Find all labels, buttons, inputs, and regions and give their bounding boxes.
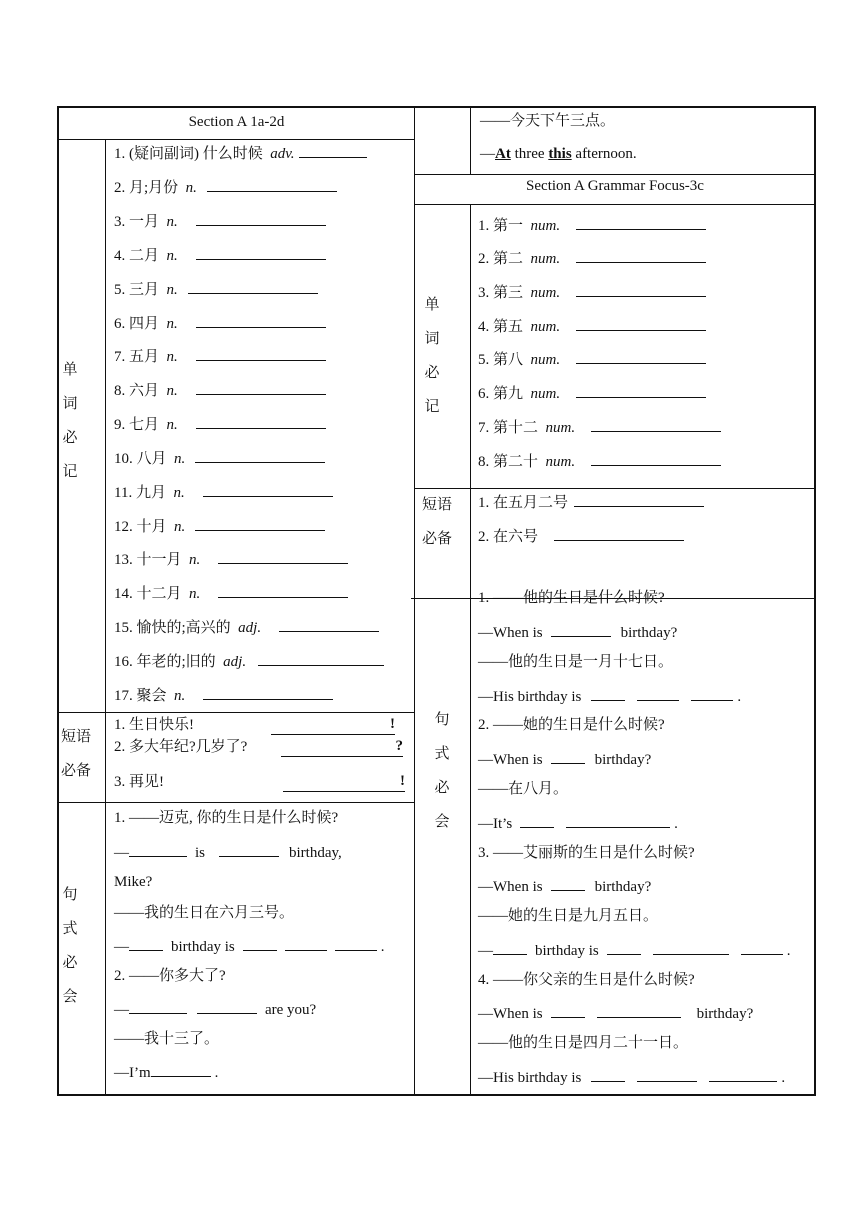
answer-blank[interactable]: [709, 1066, 777, 1082]
answer-blank[interactable]: [279, 616, 379, 632]
right-label-divider: [470, 204, 471, 1096]
label-char: 必: [62, 955, 78, 971]
answer-blank[interactable]: [566, 812, 670, 828]
left-vocab-item: 3. 一月 n.: [114, 210, 330, 232]
left-vocab-item: 17. 聚会 n.: [114, 684, 337, 706]
sentence-line: —It’s .: [478, 812, 678, 834]
answer-blank[interactable]: [219, 841, 279, 857]
left-header-line: [59, 139, 414, 140]
answer-blank[interactable]: [258, 650, 384, 666]
sentence-line: 2. ——你多大了?: [114, 968, 226, 984]
answer-blank[interactable]: [591, 450, 721, 466]
answer-blank[interactable]: [554, 525, 684, 541]
right-vocab-item: 6. 第九 num.: [478, 382, 710, 404]
label-char: 句: [434, 712, 450, 728]
left-vocab-end-line: [59, 712, 414, 713]
answer-blank[interactable]: [129, 998, 187, 1014]
answer-blank[interactable]: [218, 548, 348, 564]
right-top-answer-zh: ——今天下午三点。: [480, 113, 616, 129]
right-header-bottom-line: [414, 204, 816, 205]
label-char: 会: [62, 989, 78, 1005]
right-vocab-item: 2. 第二 num.: [478, 247, 710, 269]
left-vocab-item: 7. 五月 n.: [114, 345, 330, 367]
answer-blank[interactable]: [591, 416, 721, 432]
sentence-line: — birthday is .: [114, 935, 385, 957]
answer-blank[interactable]: [196, 210, 326, 226]
label-line: 必备: [422, 531, 453, 547]
left-phrase-label: [61, 720, 91, 788]
sentence-line: —When is birthday?: [478, 748, 651, 770]
answer-blank[interactable]: [576, 348, 706, 364]
sentence-line: — are you?: [114, 998, 316, 1020]
answer-blank[interactable]: [285, 935, 327, 951]
phrase-answer-blank[interactable]: !: [283, 772, 405, 792]
answer-blank[interactable]: [203, 481, 333, 497]
label-char: 词: [62, 396, 78, 412]
sentence-line: ——在八月。: [478, 781, 569, 797]
label-char: 句: [62, 887, 78, 903]
label-char: 记: [424, 399, 440, 415]
answer-blank[interactable]: [196, 244, 326, 260]
answer-blank[interactable]: [691, 685, 733, 701]
sentence-line: ——我十三了。: [114, 1031, 220, 1047]
left-vocab-item: 10. 八月 n.: [114, 447, 329, 469]
sentence-line: ——他的生日是四月二十一日。: [478, 1035, 689, 1051]
sentence-line: —When is birthday?: [478, 875, 651, 897]
right-phrase-item: 2. 在六号: [478, 525, 688, 547]
answer-blank[interactable]: [151, 1061, 211, 1077]
label-char: 必: [434, 780, 450, 796]
label-char: 单: [62, 362, 78, 378]
left-phrase-item: 1. 生日快乐!: [114, 717, 194, 733]
answer-blank[interactable]: [218, 582, 348, 598]
label-char: 会: [434, 814, 450, 830]
left-vocab-item: 14. 十二月 n.: [114, 582, 352, 604]
sentence-line: —His birthday is .: [478, 685, 741, 707]
right-phrase-item: 1. 在五月二号: [478, 491, 708, 513]
label-char: 单: [424, 297, 440, 313]
right-header-top-line: [414, 174, 816, 175]
right-vocab-item: 4. 第五 num.: [478, 315, 710, 337]
label-line: 必备: [61, 763, 92, 779]
sentence-line: —I’m .: [114, 1061, 218, 1083]
phrase-answer-blank[interactable]: !: [271, 715, 395, 735]
left-vocab-item: 11. 九月 n.: [114, 481, 337, 503]
right-vocab-item: 7. 第十二 num.: [478, 416, 725, 438]
answer-blank[interactable]: [196, 379, 326, 395]
answer-blank[interactable]: [520, 812, 554, 828]
label-char: 式: [434, 746, 450, 762]
sentence-line: 1. ——迈克, 你的生日是什么时候?: [114, 810, 339, 826]
sentence-line: — is birthday,: [114, 841, 342, 863]
label-char: 词: [424, 331, 440, 347]
right-vocab-item: 5. 第八 num.: [478, 348, 710, 370]
sentence-line: 4. ——你父亲的生日是什么时候?: [478, 972, 695, 988]
answer-blank[interactable]: [551, 1002, 585, 1018]
answer-blank[interactable]: [196, 345, 326, 361]
left-label-divider: [105, 139, 106, 1096]
right-sentence-label: [432, 703, 452, 839]
left-section-header: Section A 1a-2d: [188, 114, 285, 130]
label-char: 记: [62, 464, 78, 480]
answer-blank[interactable]: [597, 1002, 681, 1018]
left-vocab-item: 8. 六月 n.: [114, 379, 330, 401]
answer-blank[interactable]: [576, 281, 706, 297]
left-vocab-item: 9. 七月 n.: [114, 413, 330, 435]
left-vocab-item: 5. 三月 n.: [114, 278, 322, 300]
left-phrase-item: 2. 多大年纪?几岁了?: [114, 739, 248, 755]
phrase-answer-blank[interactable]: ?: [281, 737, 403, 757]
answer-blank[interactable]: [576, 247, 706, 263]
right-section-header: Section A Grammar Focus-3c: [526, 178, 704, 194]
answer-blank[interactable]: [637, 685, 679, 701]
answer-blank[interactable]: [591, 685, 625, 701]
label-line: 短语: [61, 729, 92, 745]
label-char: 必: [424, 365, 440, 381]
sentence-line: 2. ——她的生日是什么时候?: [478, 717, 665, 733]
left-phrase-item: 3. 再见!: [114, 774, 164, 790]
answer-blank[interactable]: [591, 1066, 625, 1082]
label-char: 式: [62, 921, 78, 937]
answer-blank[interactable]: [551, 875, 585, 891]
answer-blank[interactable]: [129, 841, 187, 857]
sentence-line: —When is birthday?: [478, 1002, 753, 1024]
sentence-line: ——我的生日在六月三号。: [114, 905, 295, 921]
left-vocab-item: 1. (疑问副词) 什么时候 adv.: [114, 142, 371, 164]
answer-blank[interactable]: [195, 447, 325, 463]
right-top-divider: [470, 108, 471, 174]
answer-blank[interactable]: [607, 939, 641, 955]
answer-blank[interactable]: [574, 491, 704, 507]
answer-blank[interactable]: [207, 176, 337, 192]
answer-blank[interactable]: [741, 939, 783, 955]
answer-blank[interactable]: [299, 142, 367, 158]
sentence-line: ——她的生日是九月五日。: [478, 908, 659, 924]
right-phrase-label: [422, 488, 452, 556]
left-vocab-label: [60, 353, 80, 489]
right-vocab-item: 1. 第一 num.: [478, 214, 710, 236]
left-vocab-item: 4. 二月 n.: [114, 244, 330, 266]
answer-blank[interactable]: [551, 748, 585, 764]
sentence-line: 1. ——他的生日是什么时候?: [478, 590, 665, 606]
sentence-line: —His birthday is .: [478, 1066, 785, 1088]
answer-blank[interactable]: [576, 382, 706, 398]
sentence-line: —When is birthday?: [478, 621, 677, 643]
left-phrase-end-line: [59, 802, 414, 803]
center-divider: [414, 108, 415, 1096]
right-vocab-item: 8. 第二十 num.: [478, 450, 725, 472]
answer-blank[interactable]: [129, 935, 163, 951]
answer-blank[interactable]: [576, 214, 706, 230]
sentence-line: — birthday is .: [478, 939, 791, 961]
sentence-line: ——他的生日是一月十七日。: [478, 654, 674, 670]
answer-blank[interactable]: [551, 621, 611, 637]
left-sentence-label: [60, 878, 80, 1014]
label-char: 必: [62, 430, 78, 446]
answer-blank[interactable]: [196, 312, 326, 328]
answer-blank[interactable]: [196, 413, 326, 429]
worksheet-table: [57, 106, 816, 1096]
left-vocab-item: 12. 十月 n.: [114, 515, 329, 537]
left-vocab-item: 16. 年老的;旧的 adj.: [114, 650, 388, 672]
right-top-answer-en: —At three this afternoon.: [480, 146, 637, 162]
answer-blank[interactable]: [197, 998, 257, 1014]
label-line: 短语: [422, 497, 453, 513]
answer-blank[interactable]: [203, 684, 333, 700]
sentence-line: Mike?: [114, 874, 153, 890]
left-vocab-item: 15. 愉快的;高兴的 adj.: [114, 616, 383, 638]
answer-blank[interactable]: [493, 939, 527, 955]
answer-blank[interactable]: [653, 939, 729, 955]
left-vocab-item: 6. 四月 n.: [114, 312, 330, 334]
right-vocab-label: [422, 288, 442, 424]
answer-blank[interactable]: [243, 935, 277, 951]
right-vocab-end-line: [414, 488, 816, 489]
left-vocab-item: 2. 月;月份 n.: [114, 176, 341, 198]
answer-blank[interactable]: [195, 515, 325, 531]
answer-blank[interactable]: [335, 935, 377, 951]
answer-blank[interactable]: [637, 1066, 697, 1082]
answer-blank[interactable]: [576, 315, 706, 331]
right-vocab-item: 3. 第三 num.: [478, 281, 710, 303]
left-vocab-item: 13. 十一月 n.: [114, 548, 352, 570]
answer-blank[interactable]: [188, 278, 318, 294]
sentence-line: 3. ——艾丽斯的生日是什么时候?: [478, 845, 695, 861]
